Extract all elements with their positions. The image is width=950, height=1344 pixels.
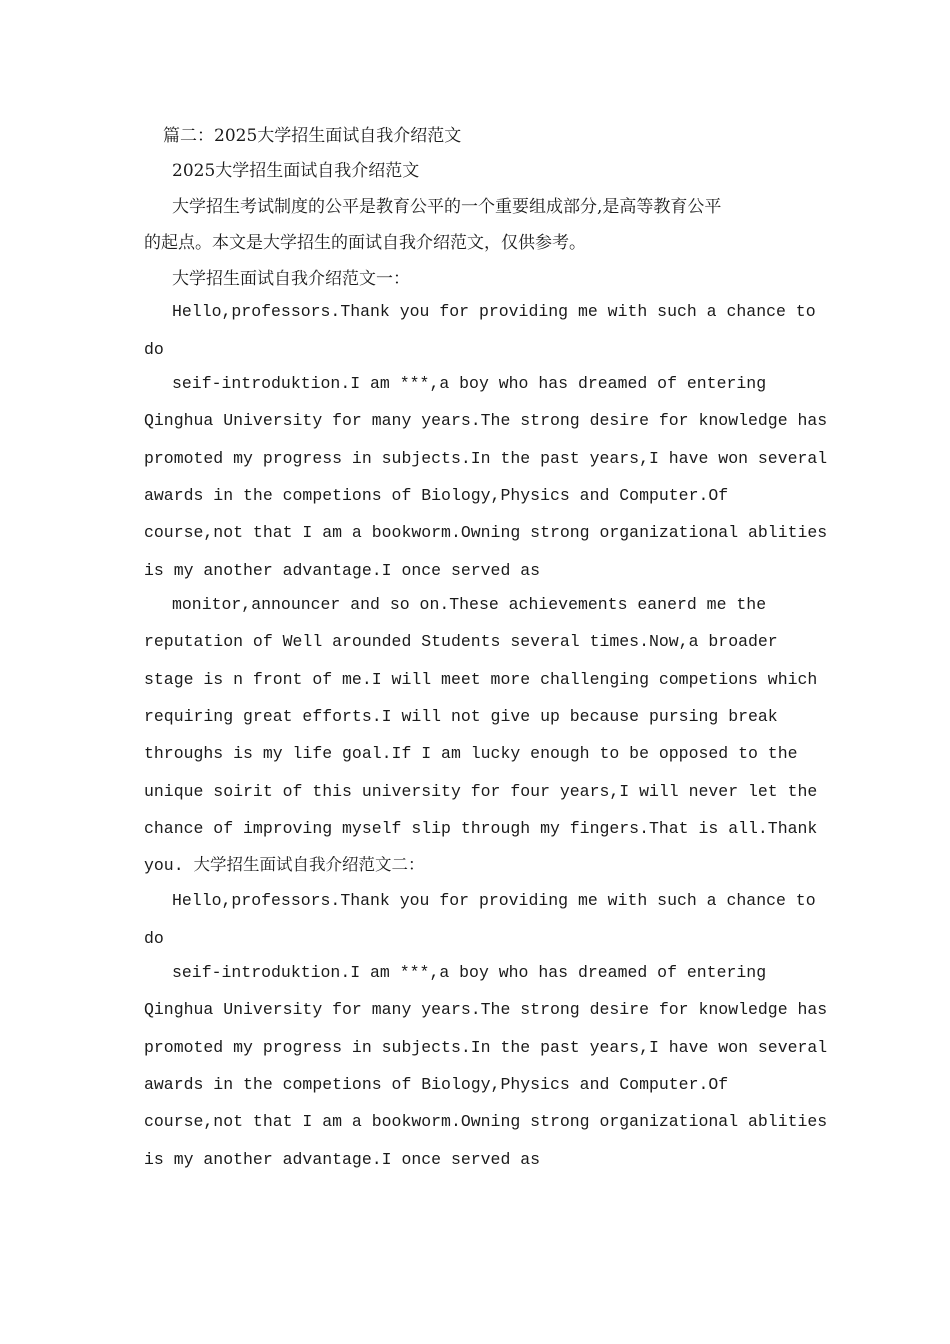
sample2-text-line: course,not that I am a bookworm.Owning strong organizational ablities — [144, 1112, 828, 1131]
sample1-text-line: stage is n front of me.I will meet more challenging competions which — [144, 670, 818, 689]
sample1-text-line: you. 大学招生面试自我介绍范文二： — [144, 856, 425, 875]
sample1-text-line: Hello,professors.Thank you for providing me with such a chance to — [172, 302, 816, 321]
sample1-text-line: seif-introduktion.I am ***,a boy who has dreamed of entering — [172, 374, 767, 393]
intro-paragraph-line: 的起点。本文是大学招生的面试自我介绍范文，仅供参考。 — [144, 233, 586, 253]
sample1-text-line: monitor,announcer and so on.These achievements eanerd me the — [172, 595, 767, 614]
sample1-text-line: awards in the competions of Biology,Physics and Computer.Of — [144, 486, 729, 505]
sample1-heading: 大学招生面试自我介绍范文一： — [172, 269, 410, 289]
sample1-text-line: throughs is my life goal.If I am lucky enough to be opposed to the — [144, 744, 798, 763]
sample2-text-line: Qinghua University for many years.The strong desire for knowledge has — [144, 1000, 828, 1019]
sample1-text-line: course,not that I am a bookworm.Owning strong organizational ablities — [144, 523, 828, 542]
sample1-text-line: chance of improving myself slip through my fingers.That is all.Thank — [144, 819, 818, 838]
intro-paragraph-line: 大学招生考试制度的公平是教育公平的一个重要组成部分,是高等教育公平 — [172, 197, 722, 217]
sample2-text-line: awards in the competions of Biology,Physics and Computer.Of — [144, 1075, 729, 1094]
sample1-text-line: unique soirit of this university for four years,I will never let the — [144, 782, 818, 801]
sample1-text-line: is my another advantage.I once served as — [144, 561, 541, 580]
sample2-text-line: promoted my progress in subjects.In the past years,I have won several — [144, 1038, 828, 1057]
sample1-text-line: do — [144, 340, 164, 359]
sample1-text-line: Qinghua University for many years.The strong desire for knowledge has — [144, 411, 828, 430]
sample1-text-line: requiring great efforts.I will not give up because pursing break — [144, 707, 778, 726]
sample2-text-line: do — [144, 929, 164, 948]
sample2-text-line: Hello,professors.Thank you for providing me with such a chance to — [172, 891, 816, 910]
sample1-text-line: promoted my progress in subjects.In the past years,I have won several — [144, 449, 828, 468]
sample1-text-line: reputation of Well arounded Students several times.Now,a broader — [144, 632, 778, 651]
document-title: 2025大学招生面试自我介绍范文 — [172, 161, 420, 181]
sample2-text-line: seif-introduktion.I am ***,a boy who has dreamed of entering — [172, 963, 767, 982]
section-heading: 篇二：2025大学招生面试自我介绍范文 — [163, 126, 462, 146]
sample2-text-line: is my another advantage.I once served as — [144, 1150, 541, 1169]
